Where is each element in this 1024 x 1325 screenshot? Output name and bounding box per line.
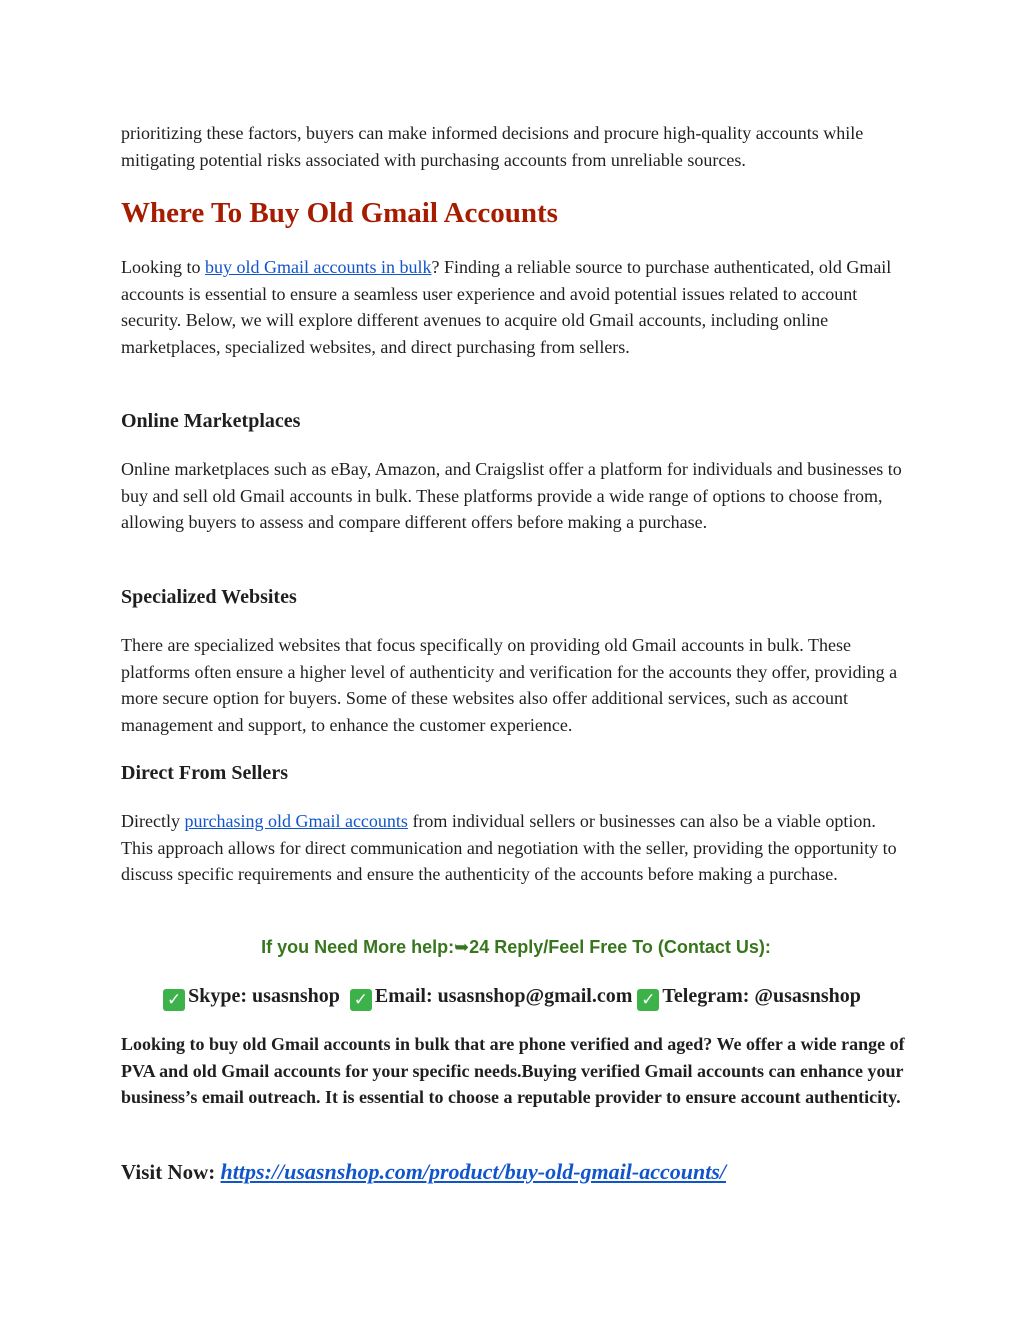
direct-heading-block [121, 760, 911, 786]
direct-from-sellers-heading: Direct From Sellers [121, 762, 288, 784]
direct-before: Directly [121, 811, 185, 831]
specialized-text: There are specialized websites that focus specifically on providing old Gmail accounts in bulk. These platforms often ensure a higher level of authenticity and verification for the accounts they offer, providing a more secure option for buyers. Some of these websites also offer additional services, such as account management and support, to enhance the customer experience. [121, 635, 898, 735]
help-line: If you Need More help:➥24 Reply/Feel Free To (Contact Us): [261, 937, 771, 957]
online-paragraph [121, 456, 911, 536]
direct-text [121, 808, 911, 888]
contact-line [0, 983, 1024, 1011]
intro-text: prioritizing these factors, buyers can make informed decisions and procure high-quality accounts while mitigating potential risks associated with purchasing accounts from unreliable sources. [121, 123, 864, 170]
direct-paragraph [121, 808, 911, 888]
main-heading: Where To Buy Old Gmail Accounts [121, 197, 558, 229]
looking-text [121, 254, 911, 360]
looking-after: ? Finding a reliable source to purchase authenticated, old Gmail accounts is essential to ensure a seamless user experience and avoid potential issues related to account security. Below, we will explore different avenues to acquire old Gmail accounts, including online marketplaces, specialized websites, and direct purchasing from sellers. [121, 257, 892, 357]
telegram-contact: Telegram: @usasnshop [662, 985, 861, 1007]
skype-contact: Skype: usasnshop [188, 985, 340, 1007]
visit-label: Visit Now: [121, 1160, 221, 1184]
buy-bulk-link[interactable]: buy old Gmail accounts in bulk [205, 257, 432, 277]
looking-before: Looking to [121, 257, 205, 277]
direct-after: from individual sellers or businesses can also be a viable option. This approach allows for direct communication and negotiation with the seller, providing the opportunity to discuss specific requirements and ensure the authenticity of the accounts before making a purchase. [121, 811, 897, 884]
visit-url-link[interactable]: https://usasnshop.com/product/buy-old-gmail-accounts/ [220, 1159, 726, 1184]
visit-text [121, 1158, 911, 1186]
specialized-heading-block [121, 584, 911, 610]
online-heading-block [121, 408, 911, 434]
online-marketplaces-heading: Online Marketplaces [121, 410, 301, 432]
visit-line [121, 1158, 911, 1186]
purchasing-link[interactable]: purchasing old Gmail accounts [184, 811, 408, 831]
check-mark-icon: ✓ [163, 989, 185, 1011]
summary-paragraph [121, 1031, 911, 1111]
intro-paragraph [121, 120, 911, 173]
email-contact: Email: usasnshop@gmail.com [374, 985, 633, 1007]
specialized-websites-heading: Specialized Websites [121, 586, 297, 608]
main-heading-block [121, 196, 911, 230]
specialized-paragraph [121, 632, 911, 738]
looking-paragraph [121, 254, 911, 360]
check-mark-icon: ✓ [637, 989, 659, 1011]
check-mark-icon: ✓ [350, 989, 372, 1011]
online-text: Online marketplaces such as eBay, Amazon, and Craigslist offer a platform for individuals and businesses to buy and sell old Gmail accounts in bulk. These platforms provide a wide range of options to choose from, allowing buyers to assess and compare different offers before making a purchase. [121, 459, 902, 532]
summary-text: Looking to buy old Gmail accounts in bulk that are phone verified and aged? We offer a wide range of PVA and old Gmail accounts for your specific needs.Buying verified Gmail accounts can enhance your business’s email outreach. It is essential to choose a reputable provider to ensure account authenticity. [121, 1034, 905, 1107]
